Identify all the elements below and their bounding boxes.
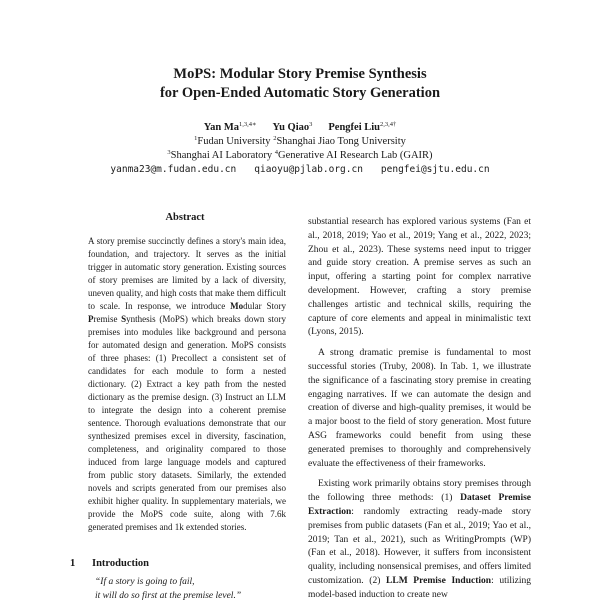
author-affil-marker: 2,3,4†: [380, 121, 397, 128]
email[interactable]: qiaoyu@pjlab.org.cn: [254, 164, 363, 175]
paper-title-line-1: MoPS: Modular Story Premise Synthesis: [173, 66, 427, 82]
affiliation-line-1: [0, 135, 600, 147]
body-paragraph: A strong dramatic premise is fundamental to most successful stories (Truby, 2008). In Tab. 1, we illustrate the significance of a fascinating story premise in creating engaging narratives. If we can automate the design and creation of diverse and high-quality premises, it would be a major boost to the field of story generation. Most future ASG frameworks could benefit from using these generated premises to thoroughly and comprehensively evaluate the effectiveness of their frameworks.: [308, 348, 531, 469]
affil-marker: 3: [167, 149, 171, 156]
paper-title-line-2: for Open-Ended Automatic Story Generation: [159, 85, 441, 101]
affil-marker: 1: [194, 135, 198, 142]
email[interactable]: pengfei@sjtu.edu.cn: [380, 164, 490, 175]
section-heading-introduction: [70, 558, 149, 569]
affiliation: Generative AI Research Lab (GAIR): [278, 150, 433, 161]
affiliation-line-2: [0, 149, 600, 161]
email[interactable]: yanma23@m.fudan.edu.cn: [110, 164, 237, 175]
affiliation: Fudan University: [197, 136, 271, 147]
author-name: Yu Qiao: [272, 122, 310, 133]
body-paragraph: substantial research has explored various systems (Fan et al., 2018, 2019; Yao et al., 2019; Yang et al., 2022, 2023; Zhou et al., 2023). These systems need input to trigger and guide story creation. A premise serves as such an input, offering a starting point for complex narrative development. However, crafting a story premise challenges artistic and technical skills, requiring the capture of core elements and appeal in minimalistic text (Lyons, 2015).: [308, 217, 531, 338]
epigraph-line-1: “If a story is going to fail,: [95, 577, 195, 587]
body-paragraph: Existing work primarily obtains story premises through the following three methods: (1) Dataset Premise Extraction: randomly extracting ready-made story premises from public datasets (Fan et al., 2019; Yao et al., 2019; Tan et al., 2021), such as WritingPrompts (WP) (Fan et al., 2018). However, it suffers from inconsistent quality, including nonsensical premises, and offers limited customization. (2) LLM Premise Induction: utilizing model-based induction to create new: [308, 479, 531, 600]
author-name: Pengfei Liu: [328, 122, 380, 133]
section-number: 1: [70, 558, 76, 569]
epigraph-line-2: it will do so first at the premise level.”: [95, 591, 242, 601]
affiliation: Shanghai Jiao Tong University: [276, 136, 406, 147]
author-affil-marker: 3: [309, 121, 313, 128]
section-title: Introduction: [92, 558, 149, 569]
author-list: [0, 120, 600, 133]
abstract-body: [88, 235, 286, 534]
affiliation: Shanghai AI Laboratory: [170, 150, 273, 161]
abstract-paragraph: A story premise succinctly defines a story's main idea, foundation, and trajectory. It serves as the initial trigger in automatic story generation. Existing sources of story premises are limited by a lack of diversity, uneven quality, and high costs that make them difficult to scale. In response, we introduce Modular Story Premise Synthesis (MoPS) which breaks down story premises into modules like background and persona for automated design and generation. MoPS consists of three phases: (1) Precollect a consistent set of candidates for each module to form a nested dictionary. (2) Extract a key path from the nested dictionary as the premise design. (3) Instruct an LLM to integrate the design into a coherent premise sentence. Thorough evaluations demonstrate that our synthesized premises excel in diversity, fascination, completeness, and originality compared to those induced from large language models and captured from public story datasets. Similarly, the extended novels and scripts generated from our premises also exhibit higher quality. In supplementary materials, we provide the MoPS code suite, along with 7.6k generated premises and 1k extended stories.: [88, 236, 286, 532]
author-emails: [0, 164, 600, 175]
affil-marker: 2: [273, 135, 277, 142]
affil-marker: 4: [274, 149, 279, 156]
author-name: Yan Ma: [203, 122, 240, 133]
abstract-heading: Abstract: [165, 212, 205, 223]
author-affil-marker: 1,3,4∗: [239, 121, 257, 128]
right-column-body: [308, 216, 531, 603]
